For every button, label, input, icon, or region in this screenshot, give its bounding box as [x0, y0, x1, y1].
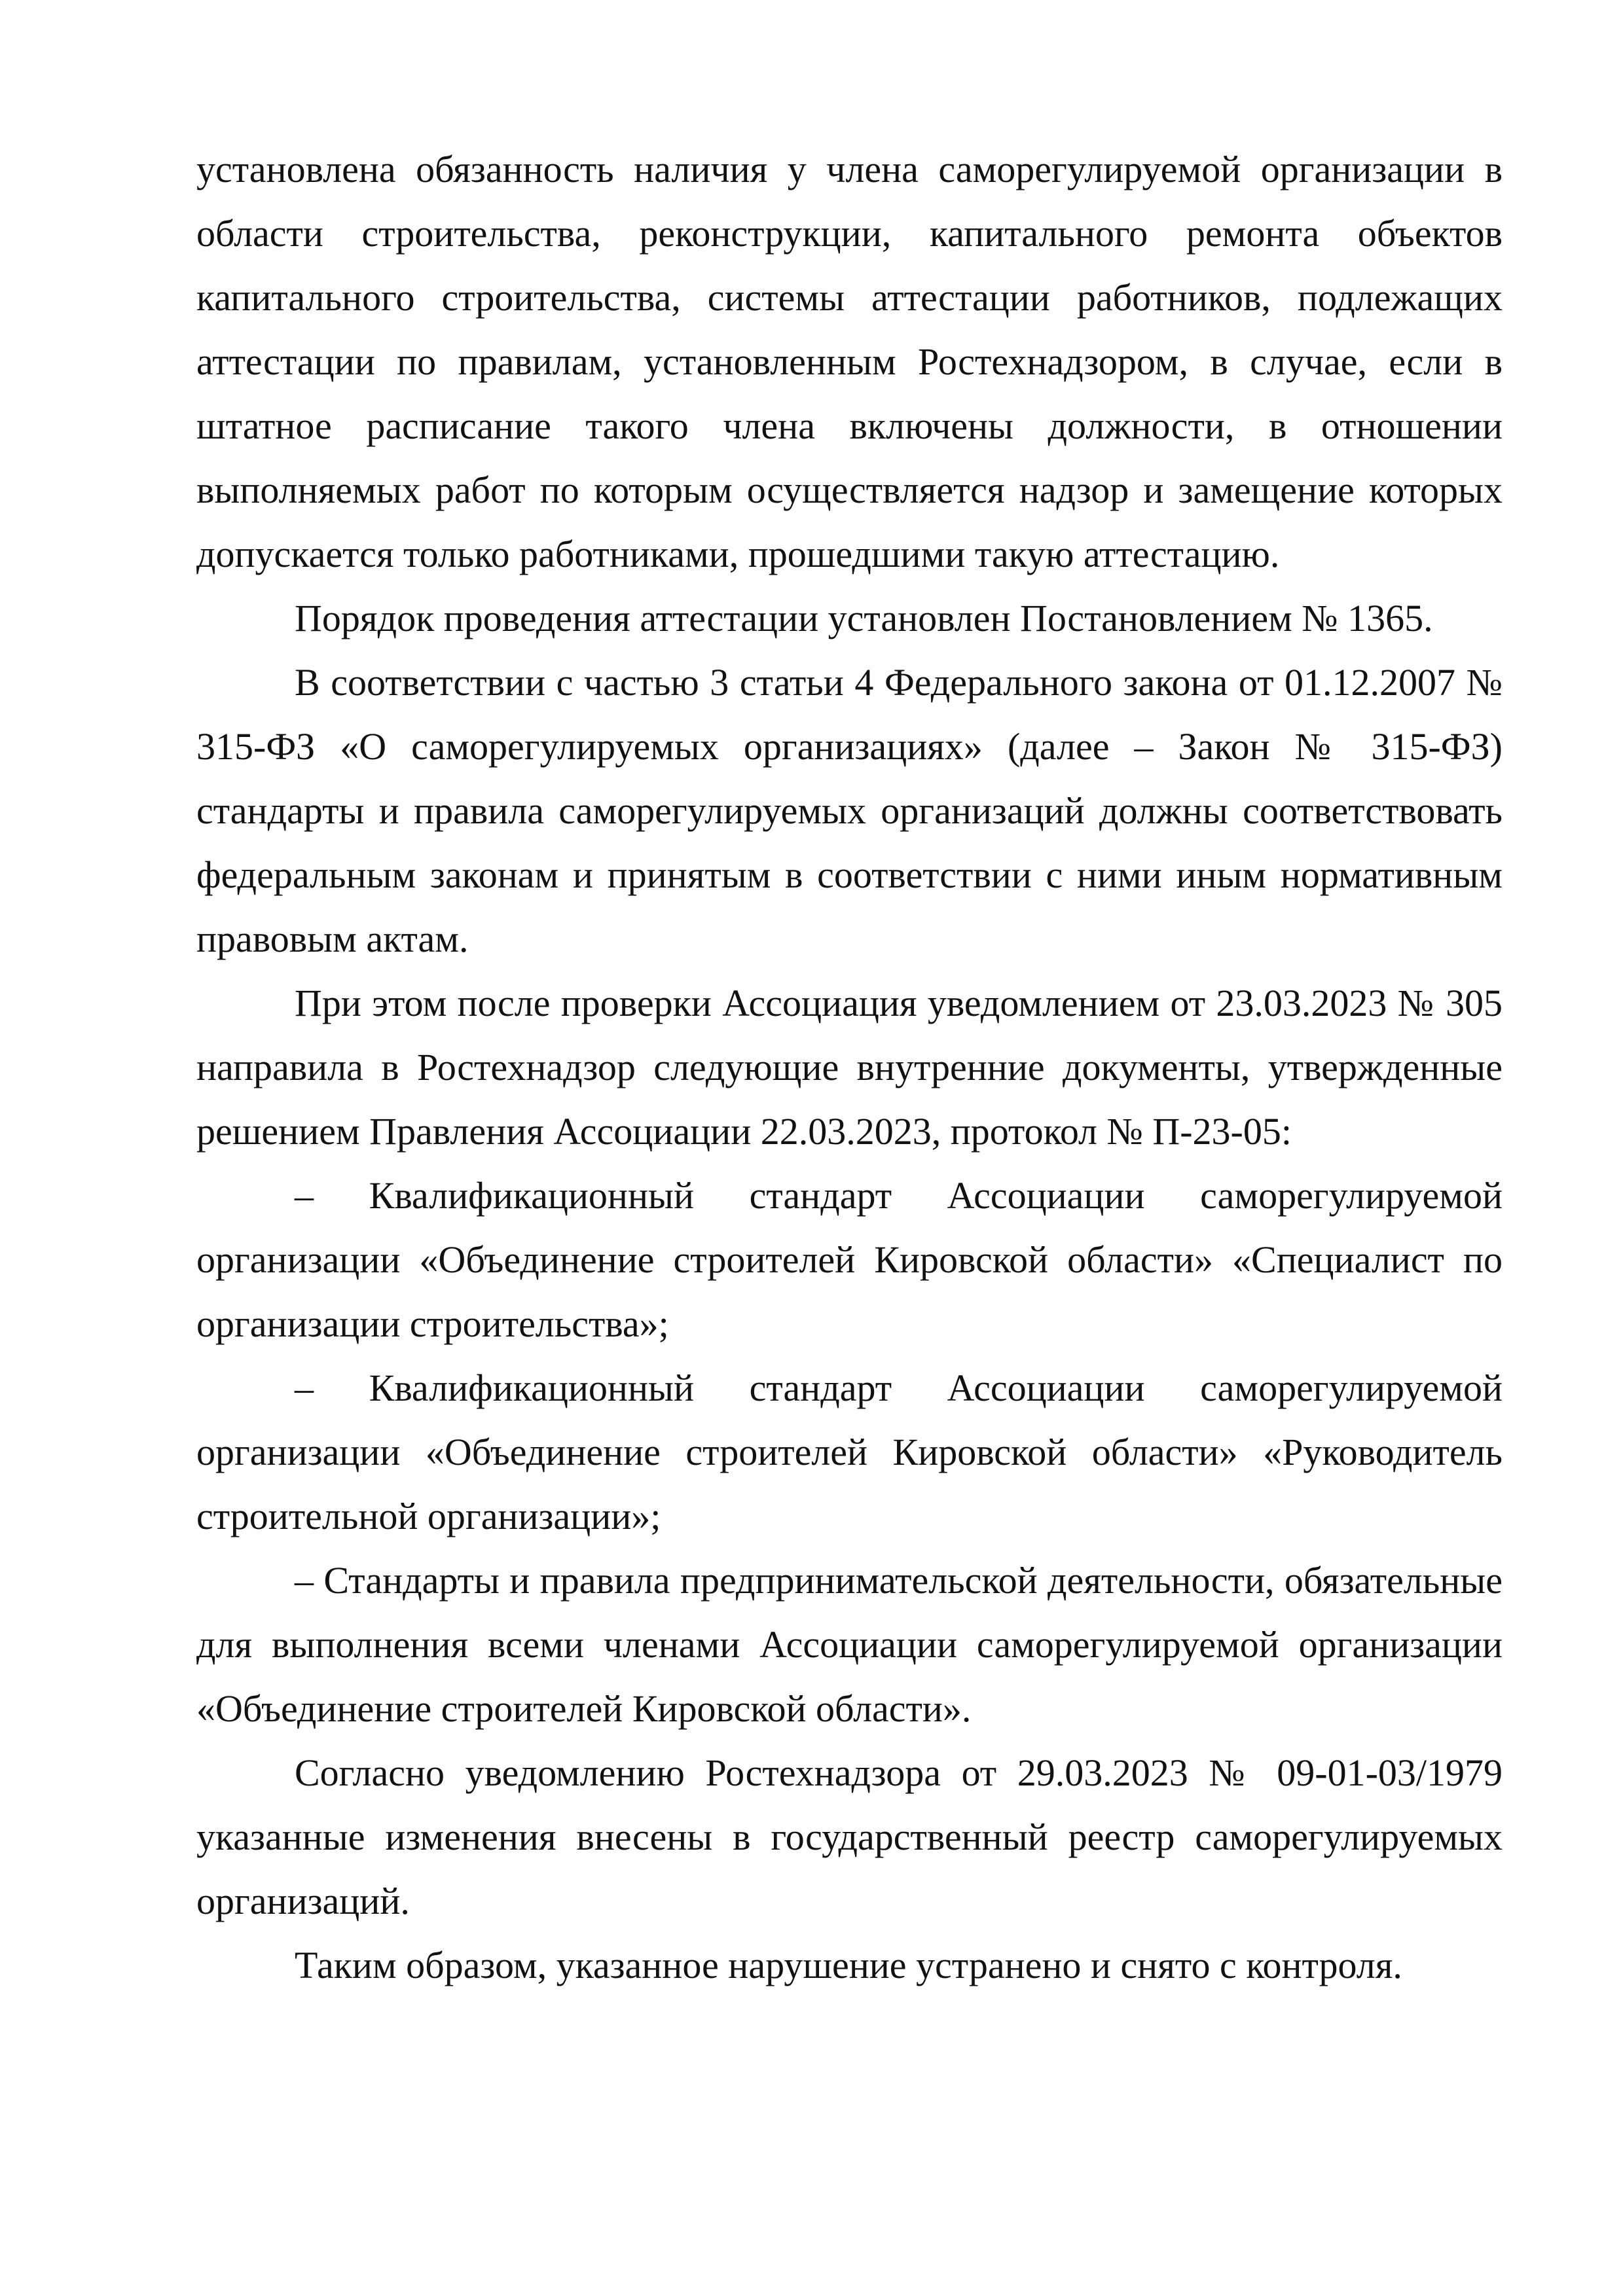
paragraph-registry-notice: Согласно уведомлению Ростехнадзора от 29.03.2023 № 09-01-03/1979 указанные изменения внесены в государственный реестр саморегулируемых организаций. [196, 1751, 1503, 1922]
paragraph-association-notice: При этом после проверки Ассоциация уведомлением от 23.03.2023 № 305 направила в Ростехнадзор следующие внутренние документы, утвержденные решением Правления Ассоциации 22.03.2023, протокол № П-23-05: [196, 982, 1503, 1153]
list-item-standards-rules: – Стандарты и правила предпринимательской деятельности, обязательные для выполнения всеми членами Ассоциации саморегулируемой организации «Объединение строителей Кировской области». [196, 1559, 1503, 1730]
paragraph-conclusion: Таким образом, указанное нарушение устранено и снято с контроля. [295, 1944, 1402, 1986]
document-page [196, 137, 1503, 1998]
paragraph-attestation-procedure: Порядок проведения аттестации установлен Постановлением № 1365. [295, 597, 1433, 639]
list-item-standard-manager: – Квалификационный стандарт Ассоциации саморегулируемой организации «Объединение строителей Кировской области» «Руководитель строительной организации»; [196, 1367, 1503, 1537]
paragraph-federal-law: В соответствии с частью 3 статьи 4 Федерального закона от 01.12.2007 № 315-ФЗ «О саморегулируемых организациях» (далее – Закон № 315-ФЗ) стандарты и правила саморегулируемых организаций должны соответствовать федеральным законам и принятым в соответствии с ними иным нормативным правовым актам. [196, 661, 1503, 960]
list-item-standard-specialist: – Квалификационный стандарт Ассоциации саморегулируемой организации «Объединение строителей Кировской области» «Специалист по организации строительства»; [196, 1174, 1503, 1345]
paragraph-attestation-obligation: установлена обязанность наличия у члена саморегулируемой организации в области строительства, реконструкции, капитального ремонта объектов капитального строительства, системы аттестации работников, подлежащих аттестации по правилам, установленным Ростехнадзором, в случае, если в штатное расписание такого члена включены должности, в отношении выполняемых работ по которым осуществляется надзор и замещение которых допускается только работниками, прошедшими такую аттестацию. [196, 148, 1503, 575]
